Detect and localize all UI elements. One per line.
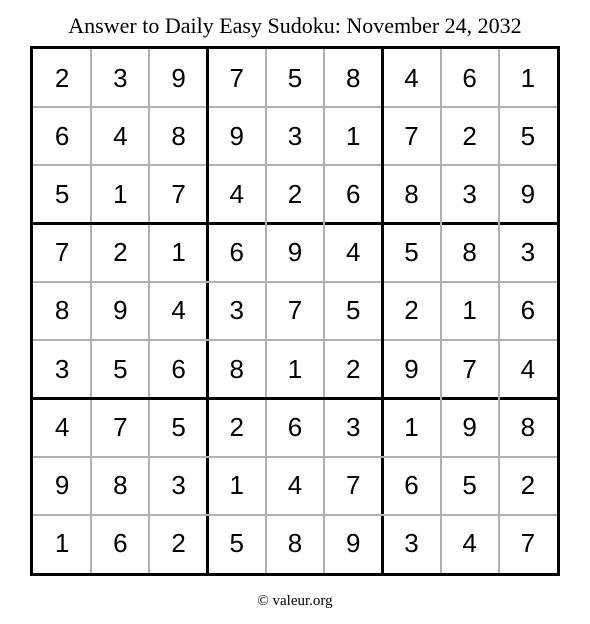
- sudoku-cell: 1: [462, 295, 477, 326]
- sudoku-cell: 4: [229, 179, 244, 210]
- sudoku-cell: 4: [54, 411, 70, 442]
- sudoku-cell: 5: [54, 179, 70, 210]
- sudoku-cell: 9: [404, 353, 419, 384]
- sudoku-cell: 6: [171, 353, 186, 384]
- sudoku-cell: 6: [462, 62, 477, 93]
- sudoku-cell: 8: [404, 179, 419, 210]
- sudoku-cell: 8: [113, 470, 128, 501]
- sudoku-cell: 3: [345, 411, 361, 442]
- sudoku-cell: 3: [462, 179, 477, 210]
- sudoku-cell: 7: [462, 353, 477, 384]
- sudoku-cell: 5: [404, 237, 419, 268]
- sudoku-cell: 5: [345, 295, 361, 326]
- sudoku-board: [30, 46, 560, 576]
- sudoku-cell: 4: [404, 62, 419, 93]
- sudoku-cell: 2: [229, 411, 244, 442]
- sudoku-cell: 4: [287, 470, 303, 501]
- sudoku-cell: 1: [345, 120, 361, 151]
- sudoku-cell: 5: [229, 528, 244, 559]
- sudoku-cell: 6: [229, 237, 244, 268]
- sudoku-cell: 8: [54, 295, 70, 326]
- sudoku-cell: 9: [54, 470, 70, 501]
- sudoku-cell: 2: [520, 470, 536, 501]
- sudoku-cell: 9: [229, 120, 244, 151]
- sudoku-cell: 5: [462, 470, 477, 501]
- sudoku-cell: 7: [345, 470, 361, 501]
- sudoku-cell: 7: [404, 120, 419, 151]
- sudoku-cell: 8: [345, 62, 361, 93]
- sudoku-cell: 3: [287, 120, 303, 151]
- sudoku-cell: 1: [404, 411, 419, 442]
- sudoku-cell: 6: [287, 411, 303, 442]
- sudoku-cell: 9: [462, 411, 477, 442]
- sudoku-cell: 6: [520, 295, 536, 326]
- sudoku-cell: 8: [520, 411, 536, 442]
- sudoku-cell: 1: [520, 62, 536, 93]
- sudoku-cell: 8: [171, 120, 186, 151]
- sudoku-cell: 2: [287, 179, 303, 210]
- sudoku-cell: 3: [113, 62, 128, 93]
- sudoku-cell: 8: [462, 237, 477, 268]
- sudoku-cell: 2: [462, 120, 477, 151]
- sudoku-cell: 1: [229, 470, 244, 501]
- sudoku-cell: 8: [229, 353, 244, 384]
- sudoku-cell: 6: [404, 470, 419, 501]
- sudoku-cell: 9: [345, 528, 361, 559]
- sudoku-cell: 7: [229, 62, 244, 93]
- sudoku-cell: 7: [54, 237, 70, 268]
- sudoku-cell: 3: [229, 295, 244, 326]
- sudoku-cell: 9: [287, 237, 303, 268]
- sudoku-cell: 2: [113, 237, 128, 268]
- sudoku-cell: 5: [113, 353, 128, 384]
- sudoku-cell: 5: [287, 62, 303, 93]
- sudoku-cell: 6: [345, 179, 361, 210]
- sudoku-cell: 7: [520, 528, 536, 559]
- sudoku-cell: 9: [520, 179, 536, 210]
- sudoku-cell: 4: [345, 237, 361, 268]
- sudoku-cell: 5: [171, 411, 186, 442]
- sudoku-cell: 7: [113, 411, 128, 442]
- sudoku-cell: 7: [171, 179, 186, 210]
- sudoku-cell: 6: [54, 120, 70, 151]
- sudoku-cell: 3: [404, 528, 419, 559]
- sudoku-cell: 3: [54, 353, 70, 384]
- sudoku-cell: 7: [287, 295, 303, 326]
- sudoku-cell: 2: [404, 295, 419, 326]
- sudoku-cell: 4: [462, 528, 477, 559]
- sudoku-cell: 4: [113, 120, 128, 151]
- sudoku-cell: 1: [113, 179, 128, 210]
- puzzle-title: Answer to Daily Easy Sudoku: November 24, 2032: [68, 13, 522, 38]
- sudoku-cell: 2: [54, 62, 70, 93]
- sudoku-cell: 1: [54, 528, 70, 559]
- sudoku-cell: 1: [171, 237, 186, 268]
- sudoku-cell: 3: [171, 470, 186, 501]
- sudoku-cell: 9: [113, 295, 128, 326]
- sudoku-cell: 4: [520, 353, 536, 384]
- sudoku-cell: 3: [520, 237, 536, 268]
- sudoku-cell: 1: [287, 353, 303, 384]
- sudoku-cell: 4: [171, 295, 186, 326]
- sudoku-cell: 6: [113, 528, 128, 559]
- sudoku-cell: 5: [520, 120, 536, 151]
- sudoku-cell: 2: [345, 353, 361, 384]
- sudoku-cell: 2: [171, 528, 186, 559]
- sudoku-cell: 9: [171, 62, 186, 93]
- sudoku-cell: 8: [287, 528, 303, 559]
- copyright-footer: © valeur.org: [257, 593, 333, 609]
